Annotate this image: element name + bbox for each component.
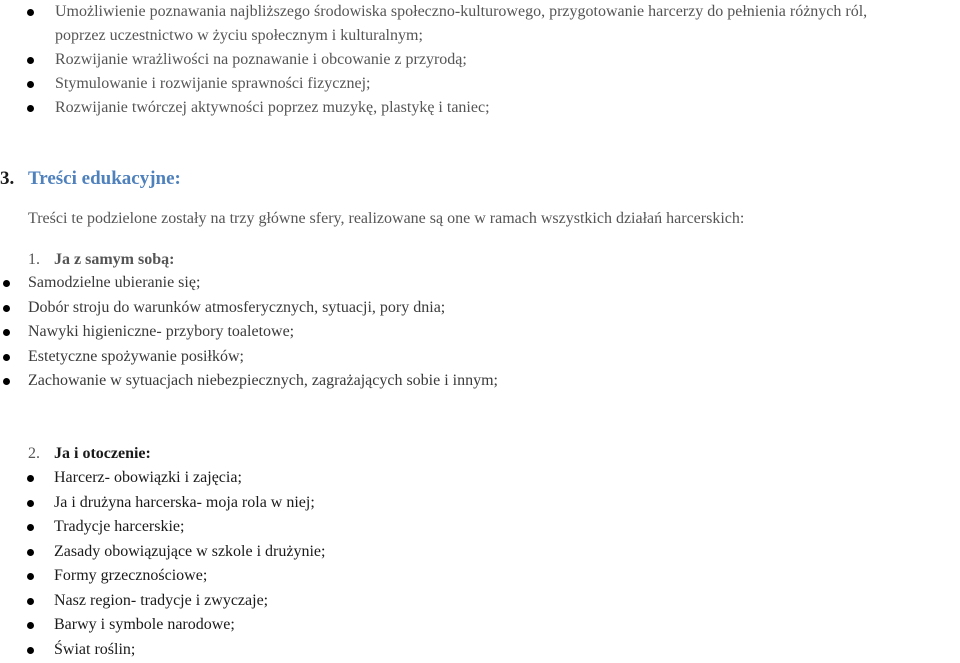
list-item [0,613,325,638]
section-heading [0,168,181,190]
list-item-text: Formy grzecznościowe; [54,567,208,584]
subsection-number: 1. [28,251,40,268]
list-item-text: Świat roślin; [54,640,136,658]
section-title: Treści edukacyjne: [28,168,181,189]
list-item [0,589,325,614]
list-item-text: Zachowanie w sytuacjach niebezpiecznych, zagrażających sobie i innym; [28,372,498,390]
subsection-heading [28,249,174,271]
bullet-icon [27,573,34,580]
list-item [0,296,498,321]
bullet-icon [27,81,34,88]
list-item [0,320,498,345]
subsection-number: 2. [28,445,40,462]
list-item [0,48,867,72]
bullet-icon [27,524,34,531]
list-item-text: Umożliwienie poznawania najbliższego środowiska społeczno-kulturowego, przygotowanie harcerzy do pełnienia różnych ról, [55,3,868,20]
list-item-text: Samodzielne ubieranie się; [28,274,201,291]
list-item-text: Zasady obowiązujące w szkole i drużynie; [54,542,326,560]
bullet-icon [3,354,10,361]
list-item [0,638,325,663]
list-item-text: Estetyczne spożywanie posiłków; [28,347,244,365]
bullet-icon [27,9,34,16]
goals-list [0,0,867,120]
list-item-text: Nasz region- tradycje i zwyczaje; [54,591,269,609]
list-item-text: Barwy i symbole narodowe; [54,616,235,633]
list-item [0,491,325,516]
list-item-text: Harcerz- obowiązki i zajęcia; [54,469,242,486]
list-item [0,466,325,491]
subsection-1-list [0,271,498,394]
bullet-icon [27,57,34,64]
bullet-icon [27,475,34,482]
bullet-icon [3,305,10,312]
list-item [0,369,498,394]
list-item [0,271,498,296]
list-item [0,515,325,540]
list-item-text: Dobór stroju do warunków atmosferycznych, sytuacji, pory dnia; [28,298,446,316]
list-item [0,540,325,565]
bullet-icon [27,500,34,507]
list-item-text-continued: poprzez uczestnictwo w życiu społecznym i kulturalnym; [55,27,423,44]
subsection-title: Ja i otoczenie: [54,445,151,462]
list-item [0,96,867,120]
subsection-heading [28,443,151,465]
list-item-text: Rozwijanie twórczej aktywności poprzez muzykę, plastykę i taniec; [55,99,490,116]
bullet-icon [27,622,34,629]
list-item-text: Tradycje harcerskie; [54,518,185,535]
list-item [0,0,867,48]
section-number: 3. [0,168,15,189]
list-item [0,72,867,96]
bullet-icon [27,598,34,605]
list-item-text: Ja i drużyna harcerska- moja rola w niej; [54,493,315,511]
bullet-icon [3,329,10,336]
list-item-text: Rozwijanie wrażliwości na poznawanie i obcowanie z przyrodą; [55,51,467,68]
section-intro: Treści te podzielone zostały na trzy główne sfery, realizowane są one w ramach wszystkich działań harcerskich: [28,210,745,227]
bullet-icon [3,378,10,385]
list-item-text: Nawyki higieniczne- przybory toaletowe; [28,323,295,341]
bullet-icon [27,647,34,654]
subsection-title: Ja z samym sobą: [54,251,175,268]
list-item-text: Stymulowanie i rozwijanie sprawności fizycznej; [55,75,371,92]
bullet-icon [27,549,34,556]
bullet-icon [3,280,10,287]
bullet-icon [27,105,34,112]
list-item [0,564,325,589]
list-item [0,345,498,370]
subsection-2-list [0,466,325,662]
